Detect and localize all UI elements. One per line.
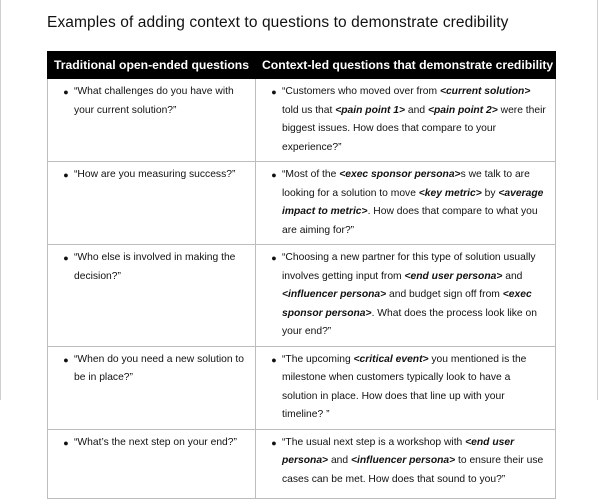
- bullet-icon: ●: [271, 437, 277, 448]
- column-header-traditional: Traditional open-ended questions: [48, 52, 256, 79]
- table-row: [48, 245, 556, 347]
- context-question-text: “Customers who moved over from <current solution> told us that <pain point 1> and <pain point 2> were their biggest issues. How does that compare to your experience?”: [282, 86, 546, 153]
- bullet-icon: ●: [63, 253, 69, 263]
- context-question-cell: [256, 245, 556, 347]
- traditional-question-cell: [48, 429, 256, 498]
- context-question-text: “Most of the <exec sponsor persona>s we talk to are looking for a solution to move <key metric> by <average impact to metric>. How does that compare to what you are aiming for?”: [282, 169, 544, 236]
- placeholder-token: <critical event>: [353, 353, 429, 365]
- placeholder-token: <pain point 2>: [427, 104, 498, 116]
- table-row: [48, 346, 556, 429]
- context-question-text: “The upcoming <critical event> you mentioned is the milestone when customers typically look to have a solution in place. How does that line up with your timeline? ”: [282, 353, 527, 420]
- column-header-context-led: Context-led questions that demonstrate credibility: [256, 52, 556, 79]
- placeholder-token: <current solution>: [439, 86, 531, 97]
- placeholder-token: <influencer persona>: [282, 289, 387, 300]
- traditional-question-text: “What’s the next step on your end?”: [74, 436, 237, 448]
- bullet-icon: ●: [63, 354, 69, 365]
- bullet-icon: ●: [271, 87, 277, 97]
- traditional-question-text: “What challenges do you have with your current solution?”: [74, 86, 234, 116]
- traditional-question-cell: [48, 346, 256, 429]
- placeholder-token: <average impact to metric>: [282, 187, 544, 217]
- placeholder-token: <exec sponsor persona>: [282, 289, 532, 319]
- context-question-cell: [256, 162, 556, 245]
- placeholder-token: <exec sponsor persona>: [339, 169, 461, 180]
- bullet-icon: ●: [63, 437, 69, 448]
- bullet-icon: ●: [271, 253, 277, 263]
- table-row: [48, 429, 556, 498]
- comparison-table-container: [47, 51, 555, 499]
- traditional-question-cell: [48, 162, 256, 245]
- traditional-question-cell: [48, 245, 256, 347]
- context-question-cell: [256, 429, 556, 498]
- comparison-table: [47, 51, 556, 499]
- bullet-icon: ●: [63, 170, 69, 180]
- bullet-icon: ●: [271, 170, 277, 180]
- bullet-icon: ●: [63, 87, 69, 97]
- placeholder-token: <end user persona>: [282, 436, 515, 466]
- placeholder-token: <pain point 1>: [335, 104, 406, 116]
- traditional-question-text: “When do you need a new solution to be in place?”: [74, 353, 245, 383]
- traditional-question-text: “How are you measuring success?”: [74, 169, 236, 180]
- context-question-text: “The usual next step is a workshop with <end user persona> and <influencer persona> to ensure their use cases can be met. How does that sound to you?”: [282, 436, 544, 485]
- placeholder-token: <key metric>: [418, 187, 482, 199]
- context-question-cell: [256, 346, 556, 429]
- table-header-row: [48, 52, 556, 79]
- document-title: Examples of adding context to questions to demonstrate credibility: [47, 14, 509, 31]
- placeholder-token: <influencer persona>: [350, 455, 456, 466]
- context-question-cell: [256, 79, 556, 162]
- bullet-icon: ●: [271, 354, 277, 365]
- traditional-question-text: “Who else is involved in making the decision?”: [74, 252, 236, 282]
- traditional-question-cell: [48, 79, 256, 162]
- placeholder-token: <end user persona>: [404, 270, 503, 282]
- table-row: [48, 79, 556, 162]
- table-row: [48, 162, 556, 245]
- context-question-text: “Choosing a new partner for this type of solution usually involves getting input from <end user persona> and <influencer persona> and budget sign off from <exec sponsor persona>. What does the process look like on your end?”: [282, 252, 537, 337]
